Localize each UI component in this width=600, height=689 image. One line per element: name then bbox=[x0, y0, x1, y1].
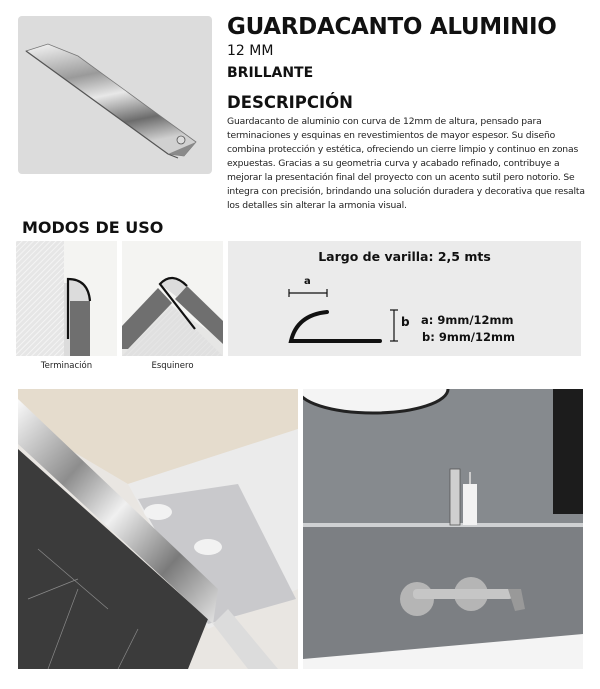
description-text: Guardacanto de aluminio con curva de 12mm de altura, pensado para terminaciones y esquinas en revestimientos de mayor espesor. Su diseño combina protección y estética, ofreciendo un cierre limpio y continuo en zonas expuestas. Gracias a su geometria curva y acabado refinado, contribuye a mejorar la presentación final del proyecto con un acento sutil pero notorio. Se integra con precisión, brindando una solución duradera y decorativa que resalta los detalles sin alterar la armonia visual. bbox=[227, 116, 585, 211]
diagram-termination bbox=[16, 241, 117, 356]
installed-profile-photo bbox=[18, 389, 298, 669]
product-size: 12 MM bbox=[227, 43, 274, 59]
caption-termination: Terminación bbox=[40, 361, 93, 371]
diagram-corner bbox=[122, 241, 223, 356]
usage-heading: MODOS DE USO bbox=[22, 218, 164, 237]
aluminum-profile-illustration bbox=[18, 16, 212, 174]
dimension-a-label: a bbox=[304, 276, 311, 287]
product-finish: BRILLANTE bbox=[227, 65, 314, 81]
dimension-b-value: b: 9mm/12mm bbox=[422, 330, 515, 344]
dimension-a-value: a: 9mm/12mm bbox=[421, 313, 514, 327]
product-title: GUARDACANTO ALUMINIO bbox=[227, 14, 557, 40]
product-image bbox=[18, 16, 212, 174]
dimension-b-label: b bbox=[401, 315, 410, 329]
termination-diagram-icon bbox=[16, 241, 117, 356]
corner-diagram-icon bbox=[122, 241, 223, 356]
bathroom-application-photo bbox=[303, 389, 583, 669]
spec-panel bbox=[228, 241, 581, 356]
rod-length: Largo de varilla: 2,5 mts bbox=[318, 249, 491, 264]
description-heading: DESCRIPCIÓN bbox=[227, 93, 353, 112]
profile-dimension-diagram-icon bbox=[283, 275, 413, 350]
caption-corner: Esquinero bbox=[151, 361, 194, 371]
bathroom-wall-photo bbox=[303, 389, 583, 669]
tile-edge-photo bbox=[18, 389, 298, 669]
